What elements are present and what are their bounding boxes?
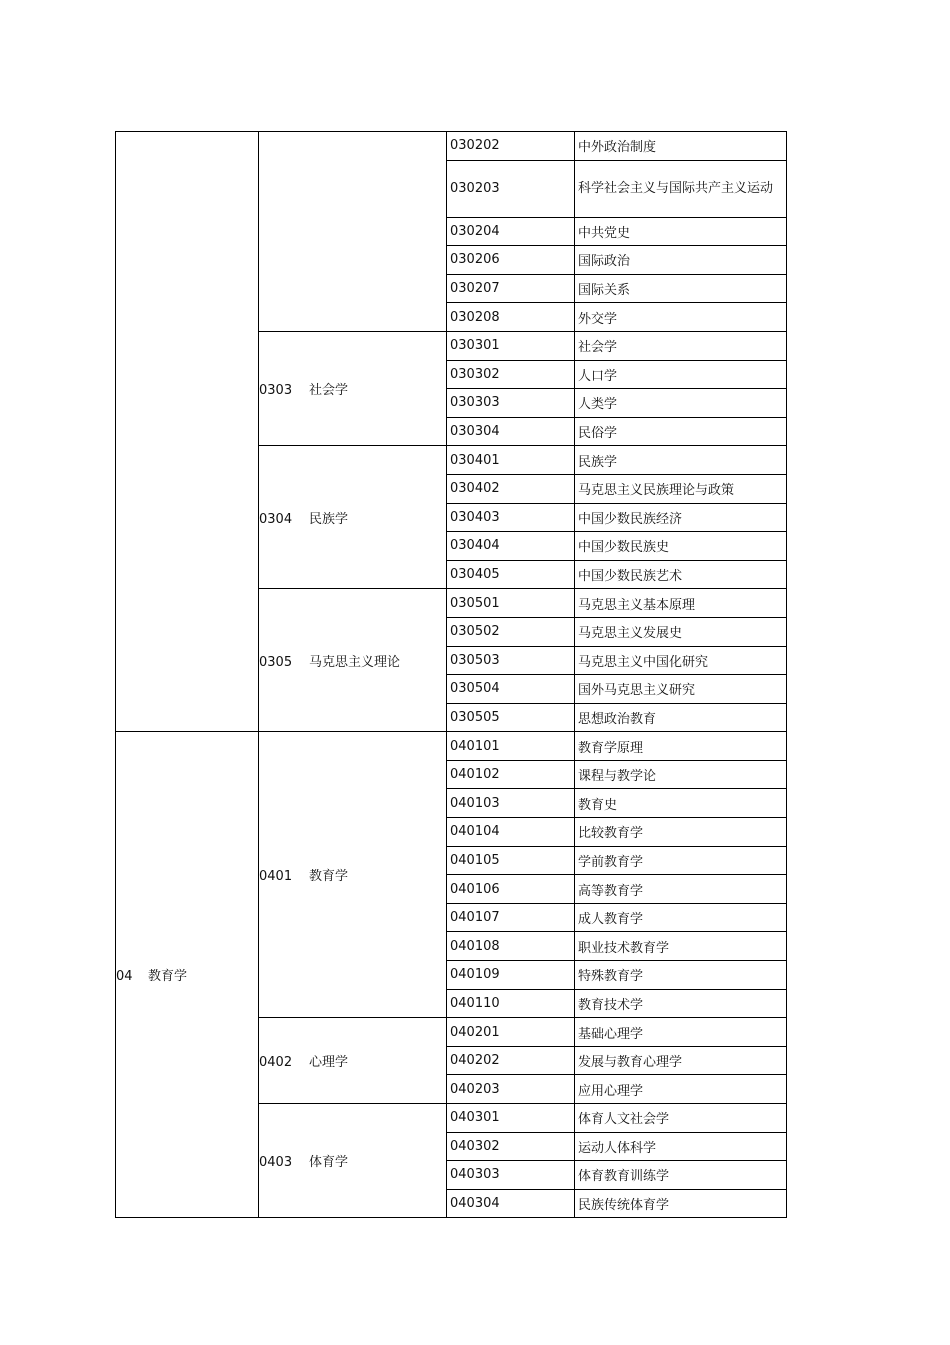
first-level-name: 民族学	[309, 511, 349, 527]
major-name: 科学社会主义与国际共产主义运动	[575, 160, 787, 217]
first-level-cell	[259, 331, 447, 445]
major-name: 民族传统体育学	[575, 1189, 787, 1218]
first-level-name: 体育学	[309, 1155, 349, 1171]
major-name: 国外马克思主义研究	[575, 675, 787, 704]
major-name: 发展与教育心理学	[575, 1046, 787, 1075]
first-level-code: 0305	[259, 654, 293, 670]
first-level-code: 0401	[259, 869, 293, 885]
major-code: 040101	[447, 732, 575, 761]
major-code: 040202	[447, 1046, 575, 1075]
major-name: 外交学	[575, 303, 787, 332]
major-code: 040302	[447, 1132, 575, 1161]
major-name: 马克思主义中国化研究	[575, 646, 787, 675]
first-level-code: 0402	[259, 1055, 293, 1071]
major-name: 比较教育学	[575, 818, 787, 847]
major-code: 030504	[447, 675, 575, 704]
major-name: 特殊教育学	[575, 961, 787, 990]
first-level-cell	[259, 446, 447, 589]
first-level-code: 0403	[259, 1155, 293, 1171]
major-name: 国际关系	[575, 274, 787, 303]
major-name: 中国少数民族艺术	[575, 560, 787, 589]
major-code: 030202	[447, 132, 575, 161]
major-code: 030204	[447, 217, 575, 246]
major-name: 教育学原理	[575, 732, 787, 761]
major-name: 学前教育学	[575, 846, 787, 875]
first-level-name: 教育学	[309, 869, 349, 885]
major-name: 课程与教学论	[575, 760, 787, 789]
major-name: 中外政治制度	[575, 132, 787, 161]
major-code: 030301	[447, 331, 575, 360]
first-level-cell	[259, 732, 447, 1018]
major-name: 马克思主义基本原理	[575, 589, 787, 618]
first-level-name: 马克思主义理论	[309, 654, 401, 670]
major-name: 国际政治	[575, 246, 787, 275]
major-code: 030304	[447, 417, 575, 446]
major-code: 030402	[447, 474, 575, 503]
major-code: 040108	[447, 932, 575, 961]
major-code: 040103	[447, 789, 575, 818]
discipline-name: 教育学	[148, 969, 188, 985]
major-code: 030203	[447, 160, 575, 217]
major-code: 040104	[447, 818, 575, 847]
first-level-cell	[259, 1104, 447, 1218]
first-level-code: 0303	[259, 383, 293, 399]
major-name: 马克思主义民族理论与政策	[575, 474, 787, 503]
major-name: 中国少数民族史	[575, 532, 787, 561]
major-code: 040106	[447, 875, 575, 904]
major-code: 040107	[447, 903, 575, 932]
major-code: 030505	[447, 703, 575, 732]
major-code: 040110	[447, 989, 575, 1018]
major-code: 030207	[447, 274, 575, 303]
major-name: 中国少数民族经济	[575, 503, 787, 532]
first-level-cell	[259, 1018, 447, 1104]
major-code: 040203	[447, 1075, 575, 1104]
first-level-cell	[259, 589, 447, 732]
major-code: 030503	[447, 646, 575, 675]
major-name: 马克思主义发展史	[575, 617, 787, 646]
major-name: 思想政治教育	[575, 703, 787, 732]
major-code: 040102	[447, 760, 575, 789]
table-row	[116, 132, 787, 161]
major-code: 040201	[447, 1018, 575, 1047]
discipline-major-table	[115, 131, 787, 1218]
table-body	[116, 132, 787, 1218]
major-name: 职业技术教育学	[575, 932, 787, 961]
major-code: 040105	[447, 846, 575, 875]
major-code: 040301	[447, 1104, 575, 1133]
major-name: 运动人体科学	[575, 1132, 787, 1161]
major-name: 体育人文社会学	[575, 1104, 787, 1133]
table-row	[116, 732, 787, 761]
major-name: 高等教育学	[575, 875, 787, 904]
major-code: 030403	[447, 503, 575, 532]
major-code: 040109	[447, 961, 575, 990]
major-name: 人口学	[575, 360, 787, 389]
major-code: 030404	[447, 532, 575, 561]
discipline-cell	[116, 132, 259, 732]
major-name: 体育教育训练学	[575, 1161, 787, 1190]
major-code: 030206	[447, 246, 575, 275]
major-name: 人类学	[575, 389, 787, 418]
major-code: 030302	[447, 360, 575, 389]
major-code: 030405	[447, 560, 575, 589]
first-level-cell	[259, 132, 447, 332]
major-name: 教育技术学	[575, 989, 787, 1018]
major-name: 社会学	[575, 331, 787, 360]
major-name: 教育史	[575, 789, 787, 818]
discipline-code: 04	[116, 969, 133, 985]
first-level-name: 心理学	[309, 1055, 349, 1071]
major-code: 030502	[447, 617, 575, 646]
first-level-name: 社会学	[309, 383, 349, 399]
major-name: 民俗学	[575, 417, 787, 446]
major-code: 040304	[447, 1189, 575, 1218]
major-name: 民族学	[575, 446, 787, 475]
major-name: 应用心理学	[575, 1075, 787, 1104]
major-code: 030303	[447, 389, 575, 418]
discipline-cell	[116, 732, 259, 1218]
major-code: 030401	[447, 446, 575, 475]
major-name: 中共党史	[575, 217, 787, 246]
major-code: 040303	[447, 1161, 575, 1190]
first-level-code: 0304	[259, 511, 293, 527]
major-code: 030501	[447, 589, 575, 618]
major-name: 成人教育学	[575, 903, 787, 932]
major-name: 基础心理学	[575, 1018, 787, 1047]
major-code: 030208	[447, 303, 575, 332]
